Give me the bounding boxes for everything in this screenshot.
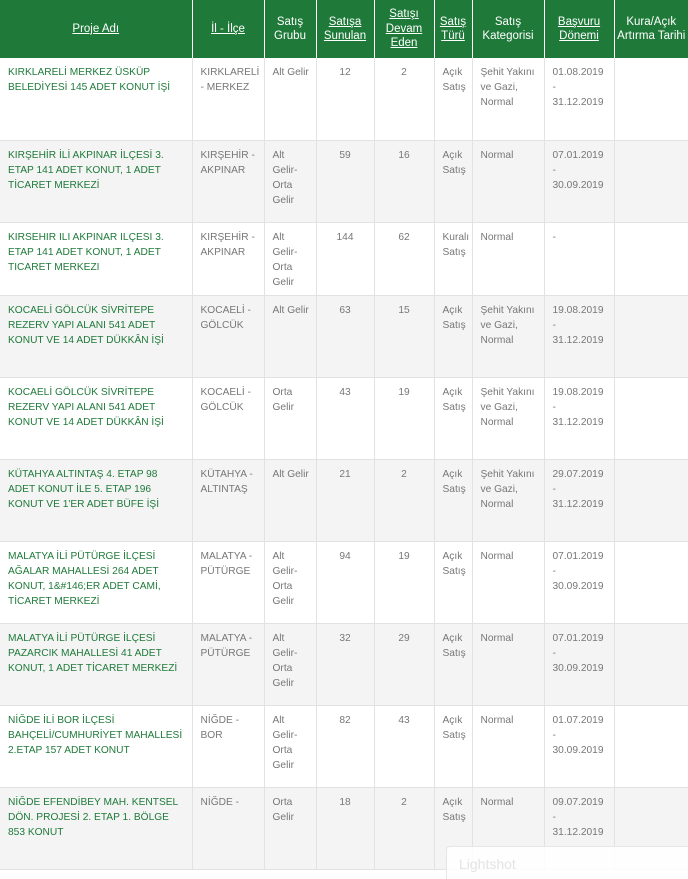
offered-count-cell: 59 [316, 140, 374, 222]
sales-category-cell: Normal [472, 623, 544, 705]
sales-type-cell: Açık Satış [434, 787, 472, 869]
sales-group-cell: Alt Gelir-Orta Gelir [264, 541, 316, 623]
header-satisa-sunulan[interactable]: Satışa Sunulan [316, 0, 374, 58]
sales-category-cell: Şehit Yakını ve Gazi, Normal [472, 58, 544, 140]
application-period-cell: 01.07.2019 - 30.09.2019 [544, 705, 614, 787]
sales-category-cell: Normal [472, 222, 544, 295]
location-cell: KOCAELİ - GÖLCÜK [192, 295, 264, 377]
project-name-cell[interactable]: MALATYA İLİ PÜTÜRGE İLÇESİ PAZARCIK MAHALLESİ 41 ADET KONUT, 1 ADET TİCARET MERKEZİ [0, 623, 192, 705]
sales-group-cell: Alt Gelir-Orta Gelir [264, 140, 316, 222]
offered-count-cell: 94 [316, 541, 374, 623]
project-name-cell[interactable]: MALATYA İLİ PÜTÜRGE İLÇESİ AĞALAR MAHALLESİ 264 ADET KONUT, 1&#146;ER ADET CAMİ, TİCARET MERKEZİ [0, 541, 192, 623]
remaining-count-cell: 19 [374, 541, 434, 623]
table-header-row [0, 0, 688, 58]
table-row [0, 623, 688, 705]
location-cell: NİĞDE - BOR [192, 705, 264, 787]
lottery-date-cell [614, 58, 688, 140]
offered-count-cell: 12 [316, 58, 374, 140]
application-period-cell: - [544, 222, 614, 295]
header-basvuru-donemi[interactable]: Başvuru Dönemi [544, 0, 614, 58]
remaining-count-cell: 62 [374, 222, 434, 295]
sales-category-cell: Şehit Yakını ve Gazi, Normal [472, 377, 544, 459]
offered-count-cell: 21 [316, 459, 374, 541]
table-row [0, 377, 688, 459]
project-name-cell[interactable]: KIRŞEHİR İLİ AKPINAR İLÇESİ 3. ETAP 141 ADET KONUT, 1 ADET TİCARET MERKEZİ [0, 140, 192, 222]
location-cell: KÜTAHYA - ALTINTAŞ [192, 459, 264, 541]
table-row [0, 705, 688, 787]
header-il-ilce[interactable]: İl - İlçe [192, 0, 264, 58]
application-period-cell: 09.07.2019 - 31.12.2019 [544, 787, 614, 869]
sales-group-cell: Alt Gelir [264, 58, 316, 140]
header-proje-adi[interactable]: Proje Adı [0, 0, 192, 58]
lottery-date-cell [614, 705, 688, 787]
application-period-cell: 01.08.2019 - 31.12.2019 [544, 58, 614, 140]
lottery-date-cell [614, 459, 688, 541]
table-row [0, 140, 688, 222]
sales-group-cell: Alt Gelir-Orta Gelir [264, 705, 316, 787]
sales-type-cell: Açık Satış [434, 58, 472, 140]
offered-count-cell: 32 [316, 623, 374, 705]
project-name-cell[interactable]: KIRSEHIR ILI AKPINAR ILÇESI 3. ETAP 141 ADET KONUT, 1 ADET TICARET MERKEZI [0, 222, 192, 295]
header-satis-turu[interactable]: Satış Türü [434, 0, 472, 58]
application-period-cell: 07.01.2019 - 30.09.2019 [544, 623, 614, 705]
sales-category-cell: Normal [472, 705, 544, 787]
project-name-cell[interactable]: KOCAELİ GÖLCÜK SİVRİTEPE REZERV YAPI ALANI 541 ADET KONUT VE 14 ADET DÜKKÂN İŞİ [0, 295, 192, 377]
sales-type-cell: Açık Satış [434, 377, 472, 459]
sales-category-cell: Şehit Yakını ve Gazi, Normal [472, 459, 544, 541]
header-kura-tarihi: Kura/Açık Artırma Tarihi [614, 0, 688, 58]
sales-category-cell: Şehit Yakını ve Gazi, Normal [472, 295, 544, 377]
lottery-date-cell [614, 623, 688, 705]
project-name-cell[interactable]: KOCAELİ GÖLCÜK SİVRİTEPE REZERV YAPI ALANI 541 ADET KONUT VE 14 ADET DÜKKÂN İŞİ [0, 377, 192, 459]
remaining-count-cell: 2 [374, 459, 434, 541]
application-period-cell: 19.08.2019 - 31.12.2019 [544, 377, 614, 459]
sales-type-cell: Kuralı Satış [434, 222, 472, 295]
sales-group-cell: Orta Gelir [264, 787, 316, 869]
lottery-date-cell [614, 222, 688, 295]
sales-group-cell: Alt Gelir [264, 295, 316, 377]
lottery-date-cell [614, 140, 688, 222]
sales-group-cell: Alt Gelir-Orta Gelir [264, 222, 316, 295]
location-cell: MALATYA - PÜTÜRGE [192, 541, 264, 623]
sales-category-cell: Normal [472, 541, 544, 623]
location-cell: MALATYA - PÜTÜRGE [192, 623, 264, 705]
sales-type-cell: Açık Satış [434, 705, 472, 787]
remaining-count-cell: 16 [374, 140, 434, 222]
table-row [0, 58, 688, 140]
sales-group-cell: Alt Gelir [264, 459, 316, 541]
lottery-date-cell [614, 295, 688, 377]
sales-group-cell: Orta Gelir [264, 377, 316, 459]
header-satis-grubu: Satış Grubu [264, 0, 316, 58]
offered-count-cell: 18 [316, 787, 374, 869]
table-row [0, 541, 688, 623]
remaining-count-cell: 19 [374, 377, 434, 459]
sales-type-cell: Açık Satış [434, 623, 472, 705]
location-cell: KOCAELİ - GÖLCÜK [192, 377, 264, 459]
location-cell: KIRKLARELİ - MERKEZ [192, 58, 264, 140]
application-period-cell: 19.08.2019 - 31.12.2019 [544, 295, 614, 377]
lottery-date-cell [614, 377, 688, 459]
watermark-label: Lightshot [459, 856, 516, 872]
remaining-count-cell: 2 [374, 58, 434, 140]
location-cell: KIRŞEHİR - AKPINAR [192, 140, 264, 222]
remaining-count-cell: 15 [374, 295, 434, 377]
lightshot-watermark [446, 846, 688, 879]
remaining-count-cell: 43 [374, 705, 434, 787]
location-cell: KIRŞEHİR - AKPINAR [192, 222, 264, 295]
table-row [0, 295, 688, 377]
offered-count-cell: 82 [316, 705, 374, 787]
offered-count-cell: 63 [316, 295, 374, 377]
sales-type-cell: Açık Satış [434, 459, 472, 541]
header-satis-kategorisi: Satış Kategorisi [472, 0, 544, 58]
sales-category-cell: Normal [472, 140, 544, 222]
sales-group-cell: Alt Gelir-Orta Gelir [264, 623, 316, 705]
project-name-cell[interactable]: KIRKLARELİ MERKEZ ÜSKÜP BELEDİYESİ 145 ADET KONUT İŞİ [0, 58, 192, 140]
project-name-cell[interactable]: NİĞDE İLİ BOR İLÇESİ BAHÇELİ/CUMHURİYET MAHALLESİ 2.ETAP 157 ADET KONUT [0, 705, 192, 787]
lottery-date-cell [614, 541, 688, 623]
header-satisi-devam-eden[interactable]: Satışı Devam Eden [374, 0, 434, 58]
application-period-cell: 07.01.2019 - 30.09.2019 [544, 541, 614, 623]
project-name-cell[interactable]: KÜTAHYA ALTINTAŞ 4. ETAP 98 ADET KONUT İLE 5. ETAP 196 KONUT VE 1'ER ADET BÜFE İŞİ [0, 459, 192, 541]
offered-count-cell: 43 [316, 377, 374, 459]
sales-type-cell: Açık Satış [434, 295, 472, 377]
table-row [0, 222, 688, 295]
remaining-count-cell: 2 [374, 787, 434, 869]
remaining-count-cell: 29 [374, 623, 434, 705]
sales-category-cell: Normal [472, 787, 544, 869]
sales-type-cell: Açık Satış [434, 541, 472, 623]
application-period-cell: 29.07.2019 - 31.12.2019 [544, 459, 614, 541]
project-name-cell[interactable]: NİĞDE EFENDİBEY MAH. KENTSEL DÖN. PROJESİ 2. ETAP 1. BÖLGE 853 KONUT [0, 787, 192, 869]
sales-type-cell: Açık Satış [434, 140, 472, 222]
offered-count-cell: 144 [316, 222, 374, 295]
application-period-cell: 07.01.2019 - 30.09.2019 [544, 140, 614, 222]
table-row [0, 459, 688, 541]
location-cell: NİĞDE - [192, 787, 264, 869]
